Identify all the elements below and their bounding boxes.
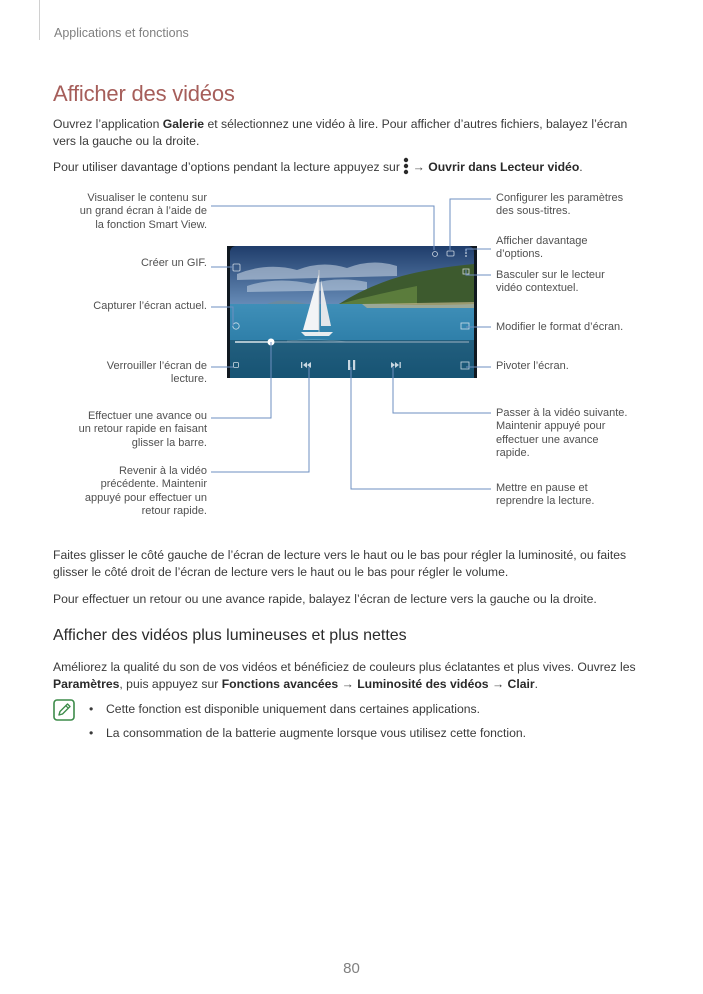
callout-next: Passer à la vidéo suivante. Maintenir appuyé pour effectuer une avance rapide. (496, 407, 628, 460)
callout-gif: Créer un GIF. (140, 257, 207, 269)
callout-pause: Mettre en pause et reprendre la lecture. (496, 482, 595, 508)
intro-paragraph: Ouvrez l’application Galerie et sélectionnez une vidéo à lire. Pour afficher d’autres fichiers, balayez l’écran vers la gauche ou la droite. (53, 117, 628, 148)
page-title: Afficher des vidéos (53, 81, 235, 106)
callout-capture: Capturer l’écran actuel. (93, 300, 207, 312)
open-in-video-player-term: Ouvrir dans Lecteur vidéo (428, 160, 580, 174)
seek-paragraph: Pour effectuer un retour ou une avance rapide, balayez l’écran de lecture vers la gauche ou la droite. (53, 592, 597, 606)
callout-popup-player: Basculer sur le lecteur vidéo contextuel. (496, 269, 605, 295)
video-player-screenshot (227, 246, 477, 378)
options-paragraph: Pour utiliser davantage d’options pendant la lecture appuyez sur → Ouvrir dans Lecteur vidéo. (53, 157, 653, 176)
callout-previous: Revenir à la vidéo précédente. Maintenir appuyé pour effectuer un retour rapide. (84, 465, 207, 518)
section-heading: Afficher des vidéos plus lumineuses et plus nettes (53, 627, 407, 644)
section-header: Applications et fonctions (54, 26, 189, 40)
callout-smart-view: Visualiser le contenu sur un grand écran à l’aide de la fonction Smart View. (79, 192, 207, 231)
callout-ratio: Modifier le format d’écran. (496, 321, 624, 333)
brightness-paragraph: Améliorez la qualité du son de vos vidéos et bénéficiez de couleurs plus éclatantes et plus vives. Ouvrez les Paramètres, puis appuyez sur Fonctions avancées → Luminosité des vidéos → Clair. (53, 660, 636, 691)
callout-seek: Effectuer une avance ou un retour rapide en faisant glisser la barre. (78, 410, 207, 449)
galerie-term: Galerie (162, 117, 205, 131)
callout-more-options: Afficher davantage d’options. (496, 235, 588, 261)
callout-rotate: Pivoter l’écran. (496, 360, 569, 372)
callout-subtitles: Configurer les paramètres des sous-titres. (496, 192, 624, 218)
header-divider (39, 0, 40, 40)
brightness-volume-paragraph: Faites glisser le côté gauche de l’écran de lecture vers le haut ou le bas pour régler la luminosité, ou faites glisser le côté droit de l’écran de lecture vers le haut ou le bas pour régler le volume. (53, 548, 627, 579)
note-pencil-icon (53, 699, 75, 721)
page-number: 80 (343, 960, 360, 977)
callout-lock: Verrouiller l’écran de lecture. (106, 360, 207, 386)
